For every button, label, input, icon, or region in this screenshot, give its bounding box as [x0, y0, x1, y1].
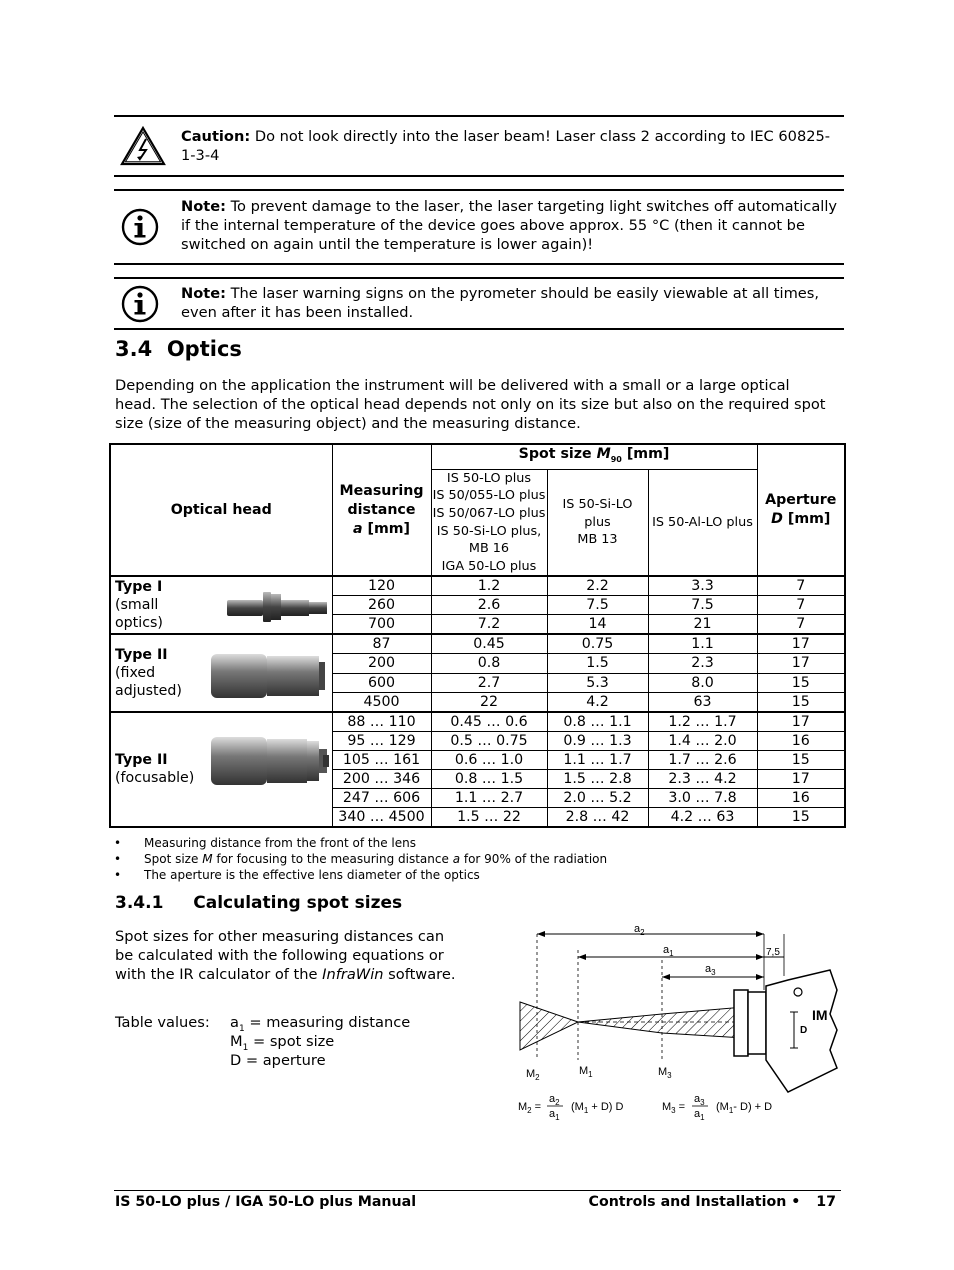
hatched-beam-right: [578, 1007, 744, 1038]
header-aperture-label: Aperture: [765, 492, 837, 509]
bullet-seg: for focusing to the measuring distance: [212, 852, 453, 866]
table-cell: 105 … 161: [332, 750, 431, 769]
header-measuring-distance: [332, 444, 431, 576]
optical-head-desc: (focusable): [115, 770, 195, 787]
section-title: Optics: [166, 337, 242, 361]
optical-head-cell: [110, 576, 332, 634]
header-distance-line2: distance: [347, 501, 416, 518]
bullet-seg: Spot size: [144, 852, 203, 866]
bullet-text: Measuring distance from the front of the lens: [144, 836, 416, 850]
label-a3: $a_3$: [705, 963, 716, 977]
col1-line: IS 50/055-LO plus: [432, 488, 546, 504]
table-cell: 2.8 … 42: [547, 807, 648, 827]
optical-head-cell: [110, 712, 332, 827]
spot-size-diagram: [512, 920, 842, 1125]
table-cell: 17: [757, 769, 845, 788]
header-aperture: [757, 444, 845, 576]
table-cell: 15: [757, 673, 845, 692]
note-notice-1: [114, 189, 844, 265]
label-m1: $M_1$: [579, 1065, 593, 1079]
table-cell: 0.45: [431, 634, 547, 654]
note-label-2: Note:: [181, 285, 226, 302]
table-cell: 1.2 … 1.7: [648, 712, 757, 732]
svg-text:IM: IM: [812, 1007, 828, 1023]
table-cell: 700: [332, 615, 431, 635]
footer-chapter: Controls and Installation: [588, 1194, 787, 1210]
label-m2: $M_2$: [526, 1068, 540, 1082]
table-cell: 600: [332, 673, 431, 692]
section-heading: [115, 337, 242, 361]
note-body-2: The laser warning signs on the pyrometer should be easily viewable at all times, even after it has been installed.: [181, 285, 820, 321]
table-cell: 0.8 … 1.1: [547, 712, 648, 732]
para-seg: Spot sizes for other measuring distances can be calculated with the following equations or with the IR calculator of the: [115, 928, 445, 983]
table-cell: 0.75: [547, 634, 648, 654]
section-intro: Depending on the application the instrument will be delivered with a small or a large optical head. The selection of the optical head depends not only on its size but also on the required spot size (size of the measuring object) and the measuring distance.: [115, 377, 826, 432]
footer-right: [589, 1194, 836, 1210]
table-cell: 3.3: [648, 576, 757, 596]
table-cell: 120: [332, 576, 431, 596]
optical-head-desc: adjusted): [115, 683, 182, 700]
bullet-text: [144, 851, 607, 867]
table-cell: 15: [757, 692, 845, 712]
table-cell: 2.6: [431, 596, 547, 615]
header-distance-line1: Measuring: [339, 482, 424, 499]
table-cell: 0.9 … 1.3: [547, 731, 648, 750]
note-text-1: [181, 197, 840, 254]
bullet-text: The aperture is the effective lens diameter of the optics: [144, 868, 480, 882]
table-values-label: Table values:: [115, 1014, 210, 1031]
table-cell: 17: [757, 654, 845, 673]
bullet-dot: •: [114, 868, 122, 882]
tv-seg: 1: [238, 1023, 245, 1034]
subsection-heading: [115, 893, 402, 913]
col1-line: IS 50/067-LO plus: [432, 506, 546, 522]
table-cell: 1.5 … 2.8: [547, 769, 648, 788]
svg-text:(M1 + D) D: $(M_1 + D)$ D: [571, 1101, 624, 1115]
svg-text:a1: $a_1$: [549, 1108, 560, 1122]
label-aperture: D: [800, 1025, 808, 1036]
warning-triangle-icon: [120, 126, 166, 170]
table-cell: 0.8 … 1.5: [431, 769, 547, 788]
table-row: [110, 634, 845, 654]
table-cell: 7.5: [547, 596, 648, 615]
bullet-seg: for 90% of the radiation: [460, 852, 608, 866]
table-cell: 2.2: [547, 576, 648, 596]
optical-head-desc: optics): [115, 615, 163, 632]
table-cell: 200 … 346: [332, 769, 431, 788]
optical-head-photo: [209, 648, 329, 704]
col1-line: MB 16: [468, 541, 510, 557]
table-cell: 0.45 … 0.6: [431, 712, 547, 732]
table-cell: 1.5: [547, 654, 648, 673]
table-cell: 21: [648, 615, 757, 635]
tv-seg: a: [230, 1014, 239, 1031]
subsection-number: 3.4.1: [115, 893, 164, 913]
caution-body: Do not look directly into the laser beam! Laser class 2 according to IEC 60825-1-3-4: [181, 128, 831, 164]
table-cell: 22: [431, 692, 547, 712]
table-cell: 95 … 129: [332, 731, 431, 750]
table-cell: 15: [757, 807, 845, 827]
subsection-paragraph: [115, 927, 465, 984]
optical-head-desc: (small: [115, 597, 159, 614]
info-icon: [120, 284, 160, 328]
formula-m3: [662, 1093, 772, 1122]
table-cell: 7: [757, 576, 845, 596]
table-cell: 2.3 … 4.2: [648, 769, 757, 788]
label-a1: $a_1$: [663, 944, 674, 958]
header-spot-symbol: M: [596, 446, 611, 462]
tv-seg: 1: [242, 1042, 249, 1053]
footer-left: IS 50-LO plus / IGA 50-LO plus Manual: [115, 1194, 417, 1210]
pyrometer-head: [734, 970, 837, 1092]
table-cell: 247 … 606: [332, 788, 431, 807]
table-cell: 16: [757, 731, 845, 750]
table-cell: 63: [648, 692, 757, 712]
bullet-dot: •: [114, 836, 122, 850]
table-row: [110, 576, 845, 596]
table-cell: 17: [757, 712, 845, 732]
table-cell: 16: [757, 788, 845, 807]
table-cell: 4500: [332, 692, 431, 712]
note-body-1: To prevent damage to the laser, the laser targeting light switches off automatically if the internal temperature of the device goes above approx. 55 °C (then it cannot be switched on again until the temperature is lower again)!: [181, 198, 838, 253]
header-spot-unit: [mm]: [621, 446, 670, 462]
table-cell: 1.5 … 22: [431, 807, 547, 827]
header-optical-head: Optical head: [110, 444, 332, 576]
section-number: 3.4: [115, 337, 153, 361]
header-spot-label: Spot size: [518, 446, 597, 462]
optical-head-desc: (fixed: [115, 665, 156, 682]
col1-line: IGA 50-LO plus: [441, 558, 537, 574]
table-cell: 3.0 … 7.8: [648, 788, 757, 807]
table-cell: 4.2: [547, 692, 648, 712]
table-cell: 1.2: [431, 576, 547, 596]
tv-seg: = measuring distance: [244, 1014, 411, 1031]
table-cell: 0.5 … 0.75: [431, 731, 547, 750]
bullet-seg: M: [202, 852, 213, 866]
optical-head-type: Type II: [115, 752, 168, 769]
header-distance-unit: [mm]: [362, 520, 411, 537]
caution-label: Caution:: [181, 128, 251, 145]
table-cell: 14: [547, 615, 648, 635]
hatched-beam-left: [520, 1002, 578, 1050]
table-cell: 8.0: [648, 673, 757, 692]
bullet-dot: •: [114, 852, 122, 866]
svg-text:(M1- D) + D: ($M_1-$ D) + D: [716, 1101, 773, 1115]
svg-text:a3: $a_3$: [694, 1093, 705, 1107]
svg-text:a2: $a_2$: [549, 1093, 560, 1107]
footer-rule: [114, 1190, 841, 1191]
table-cell: 1.1 … 2.7: [431, 788, 547, 807]
table-row: [110, 712, 845, 732]
tv-seg: D = aperture: [230, 1052, 326, 1069]
label-a2: $a_2$: [634, 923, 645, 937]
caution-notice: [114, 115, 844, 177]
col1-line: IS 50-LO plus: [446, 470, 532, 486]
col2-line: MB 13: [577, 532, 618, 548]
header-aperture-symbol: D: [771, 511, 783, 528]
table-cell: 88 … 110: [332, 712, 431, 732]
optical-head-cell: [110, 634, 332, 711]
label-dimension: 7,5: [766, 947, 780, 958]
table-cell: 200: [332, 654, 431, 673]
svg-text:M2 =: $M_2$ =: [518, 1101, 542, 1115]
table-cell: 4.2 … 63: [648, 807, 757, 827]
table-cell: 1.4 … 2.0: [648, 731, 757, 750]
note-notice-2: [114, 277, 844, 330]
footer-bullet: •: [791, 1194, 801, 1210]
header-col-group2: [547, 469, 648, 576]
optical-head-photo: [223, 590, 333, 624]
table-cell: 1.7 … 2.6: [648, 750, 757, 769]
tv-seg: = spot size: [248, 1033, 335, 1050]
label-m3: $M_3$: [658, 1066, 672, 1080]
subsection-title: Calculating spot sizes: [193, 893, 403, 913]
note-label-1: Note:: [181, 198, 226, 215]
table-cell: 17: [757, 634, 845, 654]
para-seg: software.: [383, 966, 456, 983]
table-cell: 7.5: [648, 596, 757, 615]
header-col-group3: IS 50-Al-LO plus: [648, 469, 757, 576]
note-text-2: [181, 284, 840, 322]
optical-head-type: Type II: [115, 647, 168, 664]
table-cell: 7: [757, 615, 845, 635]
table-cell: 2.0 … 5.2: [547, 788, 648, 807]
para-seg: InfraWin: [322, 966, 384, 983]
table-cell: 260: [332, 596, 431, 615]
header-col-group1: [431, 469, 547, 576]
svg-text:M3 =: $M_3$ =: [662, 1101, 686, 1115]
table-cell: 7.2: [431, 615, 547, 635]
optical-head-type: Type I: [115, 579, 163, 596]
svg-text:a1: $a_1$: [694, 1108, 705, 1122]
table-cell: 1.1: [648, 634, 757, 654]
header-aperture-unit: [mm]: [782, 511, 831, 528]
header-spot-size: [431, 444, 757, 469]
table-cell: 87: [332, 634, 431, 654]
formula-m2: [518, 1093, 623, 1122]
table-cell: 2.3: [648, 654, 757, 673]
table-cell: 1.1 … 1.7: [547, 750, 648, 769]
table-cell: 0.6 … 1.0: [431, 750, 547, 769]
table-cell: 2.7: [431, 673, 547, 692]
header-distance-symbol: a: [352, 520, 363, 537]
table-cell: 7: [757, 596, 845, 615]
table-cell: 340 … 4500: [332, 807, 431, 827]
col2-line: IS 50-Si-LO plus: [562, 497, 633, 530]
optical-head-photo: [209, 731, 333, 797]
bullet-seg: a: [452, 852, 461, 866]
footer-page-number: 17: [816, 1194, 836, 1210]
info-icon: [120, 207, 160, 251]
table-cell: 5.3: [547, 673, 648, 692]
caution-text: [181, 127, 840, 165]
table-value-d: [230, 1051, 326, 1070]
col1-line: IS 50-Si-LO plus,: [436, 523, 542, 539]
tv-seg: M: [230, 1033, 243, 1050]
table-cell: 15: [757, 750, 845, 769]
header-spot-sub: 90: [610, 454, 622, 464]
optics-table: [109, 443, 846, 828]
table-cell: 0.8: [431, 654, 547, 673]
